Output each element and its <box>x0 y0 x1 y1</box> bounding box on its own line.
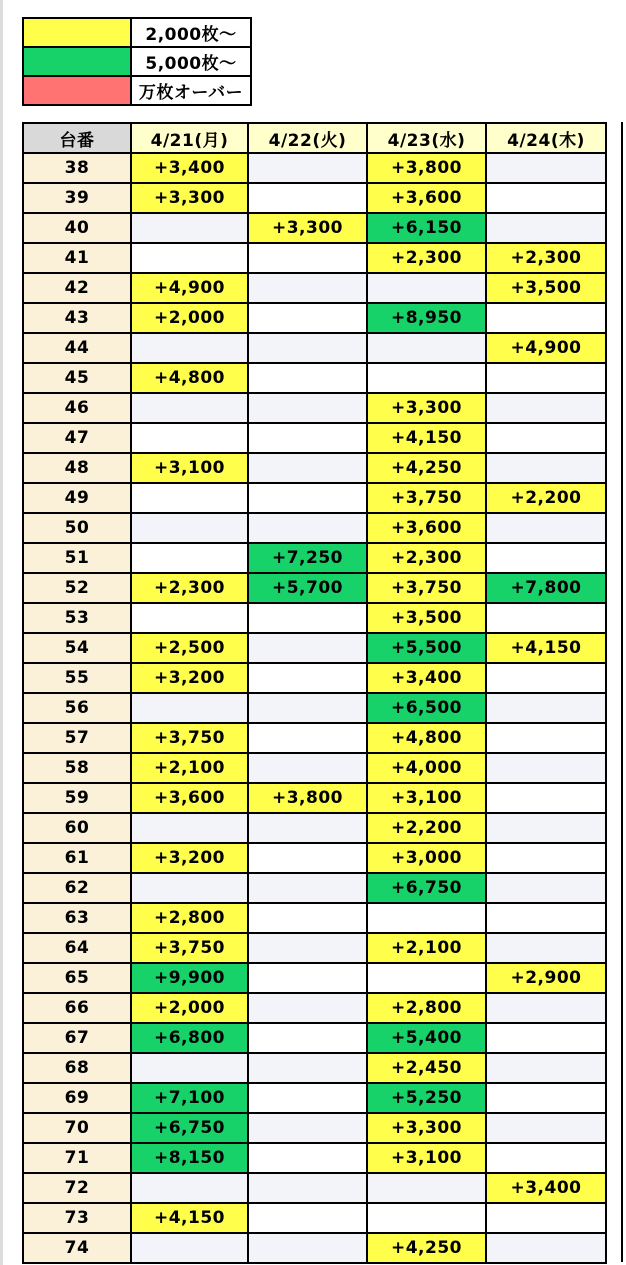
result-cell-green: +5,700 <box>248 573 367 603</box>
empty-cell <box>248 603 367 633</box>
empty-cell <box>248 843 367 873</box>
empty-cell <box>486 993 606 1023</box>
result-cell-yellow: +4,150 <box>131 1203 248 1233</box>
result-cell-yellow: +2,300 <box>367 543 486 573</box>
table-row <box>23 903 606 933</box>
empty-cell <box>248 963 367 993</box>
adjacent-column-border <box>621 122 623 1262</box>
result-cell-green: +7,250 <box>248 543 367 573</box>
empty-cell <box>486 423 606 453</box>
machine-number: 54 <box>23 633 131 663</box>
result-cell-yellow: +4,150 <box>486 633 606 663</box>
empty-cell <box>486 1113 606 1143</box>
machine-number: 68 <box>23 1053 131 1083</box>
empty-cell <box>367 1203 486 1233</box>
result-cell-yellow: +3,400 <box>367 663 486 693</box>
result-cell-yellow: +2,200 <box>486 483 606 513</box>
result-cell-yellow: +3,400 <box>131 153 248 183</box>
result-cell-green: +6,750 <box>367 873 486 903</box>
empty-cell <box>248 633 367 663</box>
empty-cell <box>486 543 606 573</box>
empty-cell <box>486 783 606 813</box>
machine-number: 41 <box>23 243 131 273</box>
machine-number: 71 <box>23 1143 131 1173</box>
result-cell-green: +5,400 <box>367 1023 486 1053</box>
empty-cell <box>248 693 367 723</box>
machine-number: 52 <box>23 573 131 603</box>
empty-cell <box>131 513 248 543</box>
empty-cell <box>248 1023 367 1053</box>
result-cell-green: +6,800 <box>131 1023 248 1053</box>
empty-cell <box>248 723 367 753</box>
empty-cell <box>486 1083 606 1113</box>
result-cell-yellow: +3,300 <box>367 393 486 423</box>
result-cell-yellow: +3,100 <box>131 453 248 483</box>
result-cell-green: +9,900 <box>131 963 248 993</box>
empty-cell <box>248 183 367 213</box>
empty-cell <box>131 603 248 633</box>
table-row <box>23 363 606 393</box>
result-cell-yellow: +3,000 <box>367 843 486 873</box>
table-row <box>23 213 606 243</box>
empty-cell <box>131 483 248 513</box>
machine-number: 48 <box>23 453 131 483</box>
table-row <box>23 423 606 453</box>
empty-cell <box>248 813 367 843</box>
result-cell-yellow: +2,800 <box>367 993 486 1023</box>
table-row <box>23 603 606 633</box>
empty-cell <box>248 1053 367 1083</box>
table-row <box>23 303 606 333</box>
result-cell-green: +5,500 <box>367 633 486 663</box>
machine-number: 47 <box>23 423 131 453</box>
empty-cell <box>367 963 486 993</box>
legend-body <box>23 18 251 105</box>
legend-row-yellow <box>23 18 251 47</box>
result-cell-yellow: +2,200 <box>367 813 486 843</box>
empty-cell <box>131 243 248 273</box>
empty-cell <box>486 603 606 633</box>
result-cell-yellow: +2,800 <box>131 903 248 933</box>
machine-number: 62 <box>23 873 131 903</box>
empty-cell <box>131 1053 248 1083</box>
empty-cell <box>486 183 606 213</box>
empty-cell <box>248 1203 367 1233</box>
empty-cell <box>486 843 606 873</box>
empty-cell <box>131 213 248 243</box>
result-cell-yellow: +4,250 <box>367 1233 486 1263</box>
result-cell-yellow: +4,150 <box>367 423 486 453</box>
result-cell-yellow: +2,300 <box>486 243 606 273</box>
machine-number: 40 <box>23 213 131 243</box>
table-row <box>23 933 606 963</box>
empty-cell <box>248 483 367 513</box>
machine-number: 45 <box>23 363 131 393</box>
machine-number: 42 <box>23 273 131 303</box>
empty-cell <box>248 303 367 333</box>
table-row <box>23 633 606 663</box>
empty-cell <box>131 333 248 363</box>
empty-cell <box>131 393 248 423</box>
table-row <box>23 723 606 753</box>
empty-cell <box>367 903 486 933</box>
result-cell-yellow: +2,100 <box>367 933 486 963</box>
table-row <box>23 783 606 813</box>
empty-cell <box>248 153 367 183</box>
machine-number: 53 <box>23 603 131 633</box>
empty-cell <box>486 303 606 333</box>
empty-cell <box>248 1173 367 1203</box>
empty-cell <box>131 813 248 843</box>
result-cell-yellow: +3,600 <box>367 513 486 543</box>
machine-number: 65 <box>23 963 131 993</box>
empty-cell <box>131 423 248 453</box>
empty-cell <box>248 513 367 543</box>
empty-cell <box>248 1233 367 1263</box>
table-body <box>23 153 606 1263</box>
table-row <box>23 573 606 603</box>
table-row <box>23 813 606 843</box>
machine-number: 63 <box>23 903 131 933</box>
table-row <box>23 273 606 303</box>
table-row <box>23 1233 606 1263</box>
result-cell-yellow: +3,500 <box>486 273 606 303</box>
result-cell-green: +8,950 <box>367 303 486 333</box>
result-cell-yellow: +2,300 <box>131 573 248 603</box>
column-header-date: 4/22(火) <box>248 123 367 153</box>
empty-cell <box>248 903 367 933</box>
table-row <box>23 993 606 1023</box>
empty-cell <box>367 1173 486 1203</box>
empty-cell <box>248 363 367 393</box>
table-row <box>23 483 606 513</box>
machine-number: 39 <box>23 183 131 213</box>
result-cell-yellow: +3,100 <box>367 1143 486 1173</box>
result-cell-yellow: +3,300 <box>131 183 248 213</box>
table-row <box>23 663 606 693</box>
empty-cell <box>248 453 367 483</box>
result-cell-yellow: +3,300 <box>248 213 367 243</box>
empty-cell <box>486 753 606 783</box>
result-cell-yellow: +2,900 <box>486 963 606 993</box>
result-cell-yellow: +2,450 <box>367 1053 486 1083</box>
empty-cell <box>248 663 367 693</box>
result-cell-yellow: +3,750 <box>131 933 248 963</box>
table-row <box>23 543 606 573</box>
table-row <box>23 1053 606 1083</box>
result-cell-yellow: +4,250 <box>367 453 486 483</box>
machine-number: 67 <box>23 1023 131 1053</box>
machine-number: 60 <box>23 813 131 843</box>
result-cell-yellow: +3,800 <box>248 783 367 813</box>
table-row <box>23 1113 606 1143</box>
column-header-date: 4/21(月) <box>131 123 248 153</box>
result-cell-yellow: +3,750 <box>367 483 486 513</box>
result-cell-yellow: +4,900 <box>486 333 606 363</box>
empty-cell <box>248 333 367 363</box>
empty-cell <box>486 393 606 423</box>
table-row <box>23 1173 606 1203</box>
table-row <box>23 693 606 723</box>
empty-cell <box>486 363 606 393</box>
table-row <box>23 873 606 903</box>
table-row <box>23 1023 606 1053</box>
table-row <box>23 513 606 543</box>
machine-number: 70 <box>23 1113 131 1143</box>
legend-row-red <box>23 76 251 105</box>
empty-cell <box>248 273 367 303</box>
empty-cell <box>367 333 486 363</box>
result-cell-green: +6,150 <box>367 213 486 243</box>
empty-cell <box>486 513 606 543</box>
machine-number: 58 <box>23 753 131 783</box>
empty-cell <box>248 393 367 423</box>
legend-label: 5,000枚〜 <box>131 47 251 76</box>
table-row <box>23 333 606 363</box>
empty-cell <box>486 1233 606 1263</box>
result-cell-green: +8,150 <box>131 1143 248 1173</box>
empty-cell <box>367 273 486 303</box>
empty-cell <box>248 933 367 963</box>
empty-cell <box>248 873 367 903</box>
empty-cell <box>486 1143 606 1173</box>
machine-number: 56 <box>23 693 131 723</box>
legend-swatch-red <box>23 76 131 105</box>
result-cell-yellow: +2,000 <box>131 303 248 333</box>
column-header-machine: 台番 <box>23 123 131 153</box>
column-header-date: 4/23(水) <box>367 123 486 153</box>
empty-cell <box>131 873 248 903</box>
table-row <box>23 753 606 783</box>
result-cell-yellow: +4,000 <box>367 753 486 783</box>
empty-cell <box>248 753 367 783</box>
machine-number: 74 <box>23 1233 131 1263</box>
legend-label: 万枚オーバー <box>131 76 251 105</box>
empty-cell <box>367 363 486 393</box>
result-cell-yellow: +2,100 <box>131 753 248 783</box>
table-row <box>23 243 606 273</box>
result-cell-green: +7,100 <box>131 1083 248 1113</box>
table-row <box>23 393 606 423</box>
machine-number: 44 <box>23 333 131 363</box>
table-row <box>23 183 606 213</box>
empty-cell <box>486 1203 606 1233</box>
legend-swatch-green <box>23 47 131 76</box>
empty-cell <box>131 1233 248 1263</box>
table-header-row <box>23 123 606 153</box>
result-cell-yellow: +4,800 <box>367 723 486 753</box>
result-cell-yellow: +3,600 <box>131 783 248 813</box>
result-cell-yellow: +4,900 <box>131 273 248 303</box>
result-cell-yellow: +3,400 <box>486 1173 606 1203</box>
machine-number: 49 <box>23 483 131 513</box>
result-cell-green: +5,250 <box>367 1083 486 1113</box>
empty-cell <box>486 453 606 483</box>
empty-cell <box>486 1053 606 1083</box>
empty-cell <box>131 693 248 723</box>
machine-number: 43 <box>23 303 131 333</box>
result-cell-green: +6,500 <box>367 693 486 723</box>
machine-number: 46 <box>23 393 131 423</box>
machine-number: 50 <box>23 513 131 543</box>
machine-number: 57 <box>23 723 131 753</box>
result-cell-green: +6,750 <box>131 1113 248 1143</box>
machine-number: 73 <box>23 1203 131 1233</box>
machine-number: 69 <box>23 1083 131 1113</box>
machine-number: 38 <box>23 153 131 183</box>
result-cell-yellow: +2,500 <box>131 633 248 663</box>
empty-cell <box>248 1143 367 1173</box>
empty-cell <box>486 903 606 933</box>
column-header-date: 4/24(木) <box>486 123 606 153</box>
empty-cell <box>248 243 367 273</box>
result-cell-yellow: +3,500 <box>367 603 486 633</box>
result-cell-yellow: +3,200 <box>131 843 248 873</box>
empty-cell <box>486 693 606 723</box>
machine-number: 51 <box>23 543 131 573</box>
result-cell-yellow: +3,750 <box>131 723 248 753</box>
machine-number: 64 <box>23 933 131 963</box>
machine-number: 61 <box>23 843 131 873</box>
table-row <box>23 963 606 993</box>
result-cell-yellow: +2,000 <box>131 993 248 1023</box>
result-cell-yellow: +3,800 <box>367 153 486 183</box>
result-cell-yellow: +3,100 <box>367 783 486 813</box>
result-cell-yellow: +2,300 <box>367 243 486 273</box>
empty-cell <box>486 933 606 963</box>
table-row <box>23 1203 606 1233</box>
machine-number: 66 <box>23 993 131 1023</box>
empty-cell <box>248 423 367 453</box>
empty-cell <box>131 543 248 573</box>
legend-label: 2,000枚〜 <box>131 18 251 47</box>
result-cell-yellow: +4,800 <box>131 363 248 393</box>
result-cell-yellow: +3,750 <box>367 573 486 603</box>
results-table <box>22 122 607 1264</box>
empty-cell <box>486 723 606 753</box>
empty-cell <box>486 873 606 903</box>
empty-cell <box>248 1083 367 1113</box>
machine-number: 72 <box>23 1173 131 1203</box>
empty-cell <box>131 1173 248 1203</box>
legend-table <box>22 17 252 106</box>
empty-cell <box>486 663 606 693</box>
legend-row-green <box>23 47 251 76</box>
empty-cell <box>486 213 606 243</box>
result-cell-yellow: +3,600 <box>367 183 486 213</box>
result-cell-yellow: +3,300 <box>367 1113 486 1143</box>
empty-cell <box>248 1113 367 1143</box>
empty-cell <box>486 813 606 843</box>
machine-number: 59 <box>23 783 131 813</box>
table-row <box>23 1083 606 1113</box>
table-row <box>23 843 606 873</box>
result-cell-yellow: +3,200 <box>131 663 248 693</box>
empty-cell <box>486 1023 606 1053</box>
table-row <box>23 453 606 483</box>
machine-number: 55 <box>23 663 131 693</box>
table-row <box>23 1143 606 1173</box>
legend-swatch-yellow <box>23 18 131 47</box>
result-cell-green: +7,800 <box>486 573 606 603</box>
empty-cell <box>486 153 606 183</box>
table-row <box>23 153 606 183</box>
empty-cell <box>248 993 367 1023</box>
left-window-edge <box>0 0 3 1265</box>
